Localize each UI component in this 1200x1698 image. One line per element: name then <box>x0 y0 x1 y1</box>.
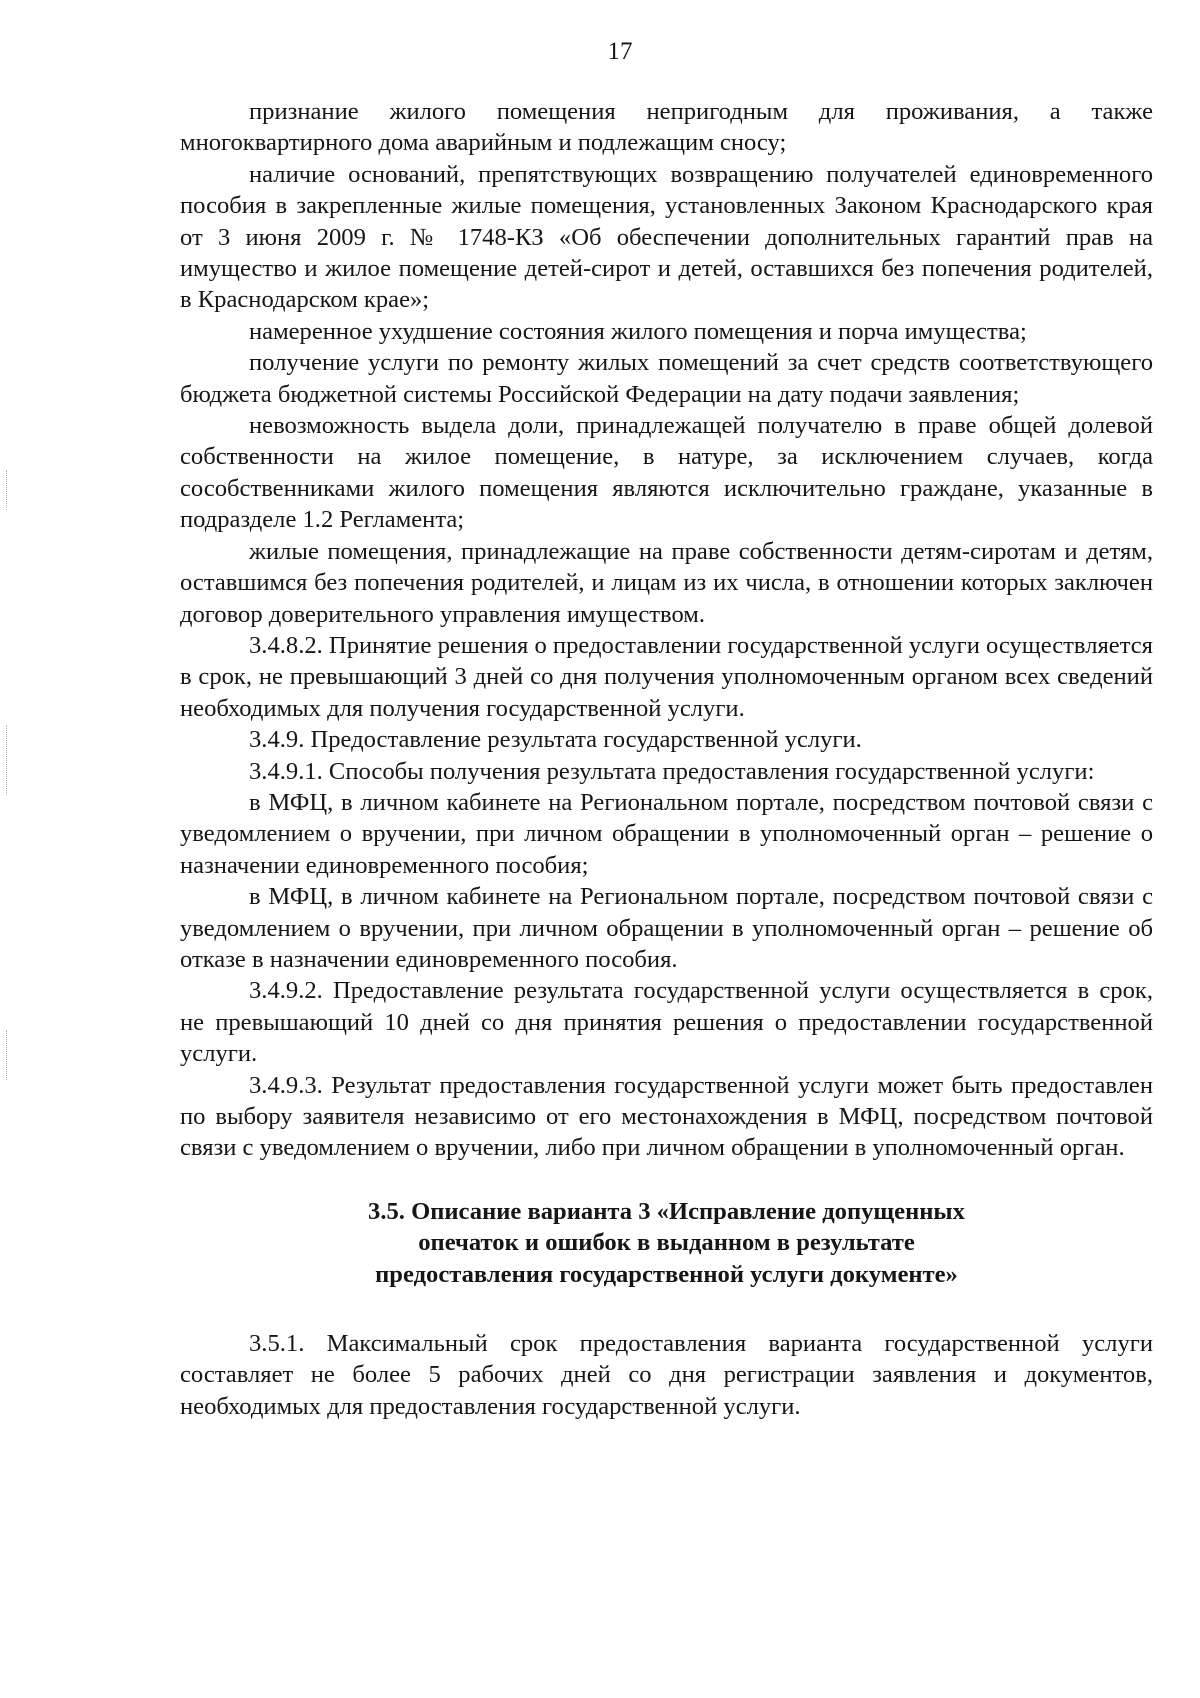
paragraph: невозможность выдела доли, принадлежащей получателю в праве общей долевой собственности на жилое помещение, в натуре, за исключением случаев, когда сособственниками жилого помещения являются исключительно граждане, указанные в подразделе 1.2 Регламента; <box>180 412 1153 534</box>
paragraph: 3.4.9.1. Способы получения результата предоставления государственной услуги: <box>249 757 1095 785</box>
scan-margin-mark <box>6 725 9 795</box>
document-body <box>180 96 1153 1422</box>
scan-margin-mark <box>6 1030 9 1080</box>
paragraph: 3.4.8.2. Принятие решения о предоставлении государственной услуги осуществляется в срок, не превышающий 3 дней со дня получения уполномоченным органом всех сведений необходимых для получения государственной услуги. <box>180 631 1153 722</box>
paragraph: наличие оснований, препятствующих возвращению получателей единовременного пособия в закрепленные жилые помещения, установленных Законом Краснодарского края от 3 июня 2009 г. № 1748-КЗ «Об обеспечении дополнительных гарантий прав на имущество и жилое помещение детей-сирот и детей, оставшихся без попечения родителей, в Краснодарском крае»; <box>180 160 1153 314</box>
page-number: 17 <box>607 38 633 65</box>
paragraph: жилые помещения, принадлежащие на праве собственности детям-сиротам и детям, оставшимся без попечения родителей, и лицам из их числа, в отношении которых заключен договор доверительного управления имуществом. <box>180 537 1153 628</box>
section-heading-line: опечаток и ошибок в выданном в результате <box>418 1229 915 1257</box>
section-heading-line: предоставления государственной услуги документе» <box>375 1260 958 1288</box>
paragraph: 3.5.1. Максимальный срок предоставления варианта государственной услуги составляет не более 5 рабочих дней со дня регистрации заявления и документов, необходимых для предоставления государственной услуги. <box>180 1330 1153 1420</box>
scan-margin-mark <box>6 470 9 510</box>
paragraph: в МФЦ, в личном кабинете на Региональном портале, посредством почтовой связи с уведомлением о вручении, при личном обращении в уполномоченный орган – решение о назначении единовременного пособия; <box>180 788 1153 879</box>
section-heading <box>180 1196 1153 1290</box>
section-heading-line: 3.5. Описание варианта 3 «Исправление допущенных <box>368 1197 965 1225</box>
paragraph: получение услуги по ремонту жилых помещений за счет средств соответствующего бюджета бюджетной системы Российской Федерации на дату подачи заявления; <box>180 349 1153 408</box>
paragraph: 3.4.9.2. Предоставление результата государственной услуги осуществляется в срок, не превышающий 10 дней со дня принятия решения о предоставлении государственной услуги. <box>180 977 1153 1068</box>
paragraph: в МФЦ, в личном кабинете на Региональном портале, посредством почтовой связи с уведомлением о вручении, при личном обращении в уполномоченный орган – решение об отказе в назначении единовременного пособия. <box>180 883 1153 973</box>
paragraph: намеренное ухудшение состояния жилого помещения и порча имущества; <box>249 317 1027 345</box>
paragraph: признание жилого помещения непригодным для проживания, а также многоквартирного дома аварийным и подлежащим сносу; <box>180 98 1153 157</box>
paragraph: 3.4.9. Предоставление результата государственной услуги. <box>249 726 862 754</box>
paragraph: 3.4.9.3. Результат предоставления государственной услуги может быть предоставлен по выбору заявителя независимо от его местонахождения в МФЦ, посредством почтовой связи с уведомлением о вручении, либо при личном обращении в уполномоченный орган. <box>180 1071 1153 1162</box>
